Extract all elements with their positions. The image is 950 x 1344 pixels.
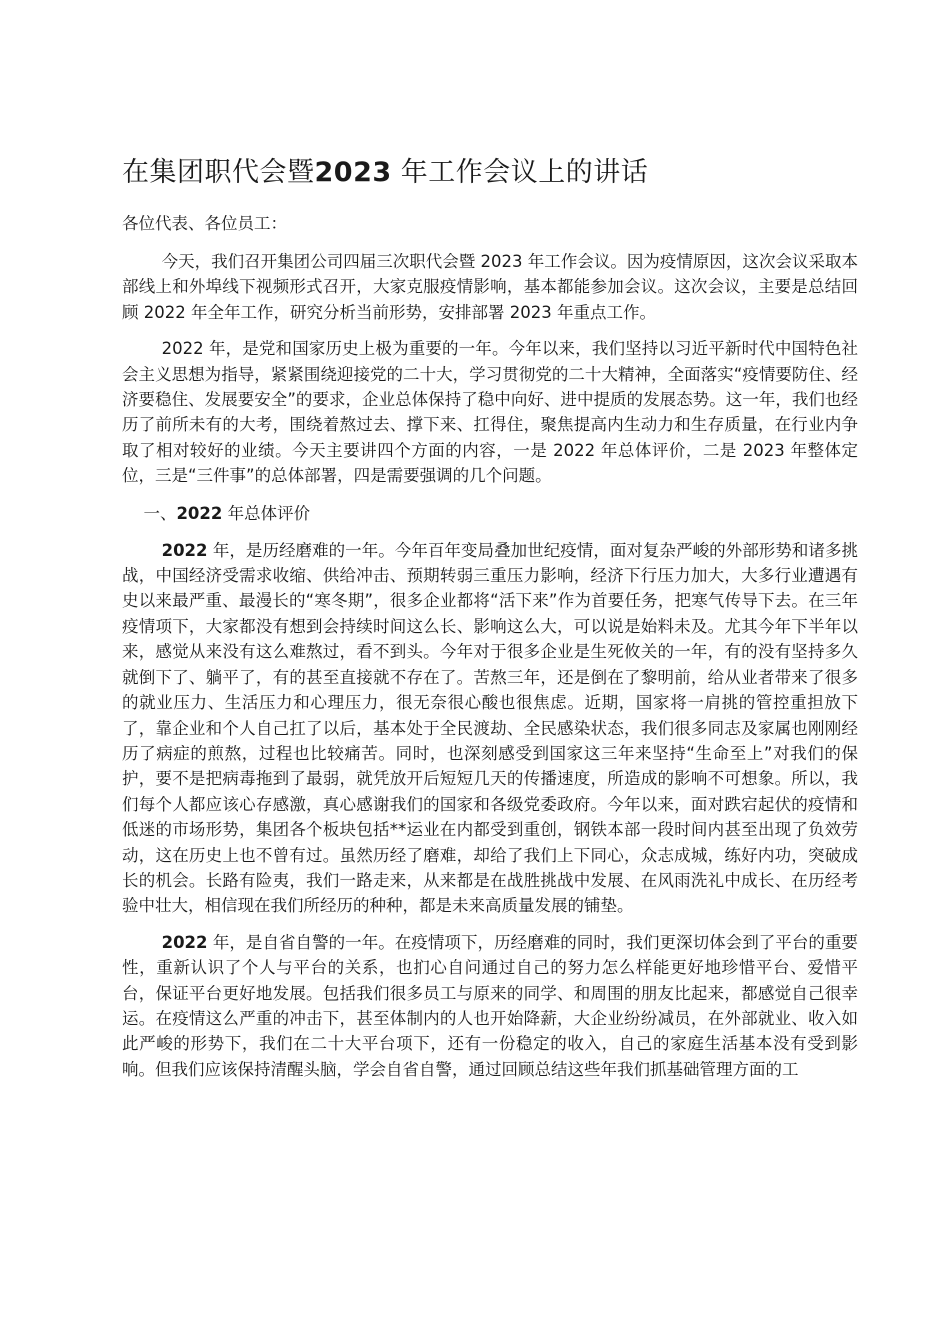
paragraph-1: 今天，我们召开集团公司四届三次职代会暨 2023 年工作会议。因为疫情原因，这次会议采取本部线上和外埠线下视频形式召开，大家克服疫情影响，基本都能参加会议。这次会议，主要是总结回顾 2022 年全年工作，研究分析当前形势，安排部署 2023 年重点工作。 [122, 252, 858, 322]
document-title [122, 150, 858, 196]
document-page [122, 150, 858, 1093]
title-prefix: 在集团职代会暨 [122, 157, 315, 188]
salutation: 各位代表、各位员工： [122, 214, 287, 233]
section-heading-1 [122, 500, 858, 527]
title-suffix: 年工作会议上的讲话 [400, 157, 649, 188]
section-heading-prefix: 一、 [143, 503, 177, 523]
paragraph-3-text: 年，是历经磨难的一年。今年百年变局叠加世纪疫情，面对复杂严峻的外部形势和诸多挑战，中国经济受需求收缩、供给冲击、预期转弱三重压力影响，经济下行压力加大，大多行业遭遇有史以来最严重、最漫长的“寒冬期”，很多企业都将“活下来”作为首要任务，把寒气传导下去。在三年疫情项下，大家都没有想到会持续时间这么长、影响这么大，可以说是始料未及。尤其今年下半年以来，感觉从来没有这么难熬过，看不到头。今年对于很多企业是生死攸关的一年，有的没有坚持多久就倒下了、躺平了，有的甚至直接就不存在了。苦熬三年，还是倒在了黎明前，给从业者带来了很多的就业压力、生活压力和心理压力，很无奈很心酸也很焦虑。近期，国家将一肩挑的管控重担放下了，靠企业和个人自己扛了以后，基本处于全民渡劫、全民感染状态，我们很多同志及家属也刚刚经历了病症的煎熬，过程也比较痛苦。同时，也深刻感受到国家这三年来坚持“生命至上”对我们的保护，要不是把病毒拖到了最弱，就凭放开后短短几天的传播速度，所造成的影响不可想象。所以，我们每个人都应该心存感激，真心感谢我们的国家和各级党委政府。今年以来，面对跌宕起伏的疫情和低迷的市场形势，集团各个板块包括**运业在内都受到重创，钢铁本部一段时间内甚至出现了负效劳动，这在历史上也不曾有过。虽然历经了磨难，却给了我们上下同心，众志成城，练好内功，突破成长的机会。长路有险夷，我们一路走来，从来都是在战胜挑战中发展、在风雨洗礼中成长、在历经考验中壮大，相信现在我们所经历的种种，都是未来高质量发展的铺垫。 [122, 540, 858, 916]
section-heading-suffix: 年总体评价 [227, 503, 311, 523]
paragraph-4 [122, 930, 858, 1082]
paragraph-4-lead: 2022 [161, 932, 208, 952]
title-year: 2023 [314, 157, 392, 188]
paragraph-2: 2022 年，是党和国家历史上极为重要的一年。今年以来，我们坚持以习近平新时代中国特色社会主义思想为指导，紧紧围绕迎接党的二十大，学习贯彻党的二十大精神，全面落实“疫情要防住、经济要稳住、发展要安全”的要求，企业总体保持了稳中向好、进中提质的发展态势。这一年，我们也经历了前所未有的大考，围绕着熬过去、撑下来、扛得住，聚焦提高内生动力和生存质量，在行业内争取了相对较好的业绩。今天主要讲四个方面的内容，一是 2022 年总体评价，二是 2023 年整体定位，三是“三件事”的总体部署，四是需要强调的几个问题。 [122, 339, 858, 486]
paragraph-3-lead: 2022 [161, 540, 208, 560]
paragraph-4-text: 年，是自省自警的一年。在疫情项下，历经磨难的同时，我们更深切体会到了平台的重要性，重新认识了个人与平台的关系，也扪心自问通过自己的努力怎么样能更好地珍惜平台、爱惜平台，保证平台更好地发展。包括我们很多员工与原来的同学、和周围的朋友比起来，都感觉自己很幸运。在疫情这么严重的冲击下，甚至体制内的人也开始降薪，大企业纷纷减员，在外部就业、收入如此严峻的形势下，我们在二十大平台项下，还有一份稳定的收入，自己的家庭生活基本没有受到影响。但我们应该保持清醒头脑，学会自省自警，通过回顾总结这些年我们抓基础管理方面的工 [122, 932, 858, 1079]
section-heading-year: 2022 [176, 503, 223, 523]
paragraph-3 [122, 538, 858, 919]
